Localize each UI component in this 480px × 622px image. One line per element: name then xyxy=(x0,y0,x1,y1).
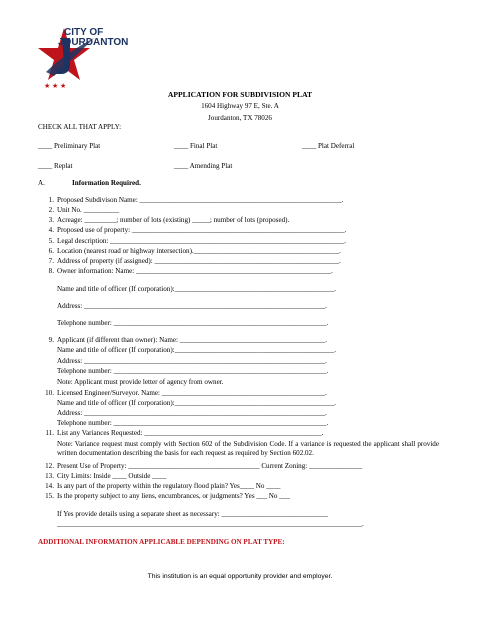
applicant-phone-field[interactable]: Telephone number: ____________________________________________________________. xyxy=(57,367,329,375)
owner-phone-field[interactable]: Telephone number: ____________________________________________________________. xyxy=(57,319,329,327)
location-field[interactable]: Location (nearest road or highway intersection)._________________________________________. xyxy=(57,247,341,255)
city-limits-field[interactable]: City Limits: Inside ____ Outside ____ xyxy=(57,472,167,480)
item-2[interactable] xyxy=(40,206,119,215)
item-number: 15. xyxy=(45,492,54,500)
item-number: 8. xyxy=(48,267,54,275)
if-yes-details-line[interactable]: ______________________________________________________________________________________. xyxy=(57,520,364,528)
item-number: 2. xyxy=(48,206,54,214)
section-title: Information Required. xyxy=(72,179,141,187)
applicant-note: Note: Applicant must provide letter of agency from owner. xyxy=(57,378,224,386)
item-7[interactable] xyxy=(40,257,341,266)
owner-address-field[interactable]: Address: ____________________________________________________________________. xyxy=(57,302,327,310)
item-number: 3. xyxy=(48,216,54,224)
applicant-name-field[interactable]: Applicant (if different than owner): Name: _________________________________________. xyxy=(57,336,327,344)
item-11[interactable] xyxy=(40,429,323,438)
check-all-label: CHECK ALL THAT APPLY: xyxy=(38,123,122,131)
applicant-officer-field[interactable]: Name and title of officer (If corporation):_____________________________________________. xyxy=(57,346,337,354)
subdivision-name-field[interactable]: Proposed Subdivison Name: _________________________________________________________. xyxy=(57,196,344,204)
applicant-address-field[interactable]: Address: ____________________________________________________________________. xyxy=(57,357,327,365)
logo-jourdanton: JOURDANTON xyxy=(58,37,129,48)
additional-info-heading: ADDITIONAL INFORMATION APPLICABLE DEPENDING ON PLAT TYPE: xyxy=(38,538,285,546)
item-number: 1. xyxy=(48,196,54,204)
variances-field[interactable]: List any Variances Requested: __________________________________________________. xyxy=(57,429,324,437)
item-6[interactable] xyxy=(40,247,341,256)
property-address-field[interactable]: Address of property (if assigned): ____________________________________________________. xyxy=(57,257,341,265)
unit-no-field[interactable]: Unit No. __________ xyxy=(57,206,120,214)
item-number: 12. xyxy=(45,462,54,470)
header-address-2: Jourdanton, TX 78026 xyxy=(208,114,272,122)
present-use-zoning-field[interactable]: Present Use of Property: _____________________________________ Current Zoning: _______________ xyxy=(57,462,363,470)
item-number: 7. xyxy=(48,257,54,265)
engineer-phone-field[interactable]: Telephone number: ____________________________________________________________. xyxy=(57,419,329,427)
item-1[interactable] xyxy=(40,196,344,205)
owner-name-field[interactable]: Owner information: Name: _______________________________________________________. xyxy=(57,267,333,275)
variance-note: Note: Variance request must comply with Section 602 of the Subdivision Code. If a variance is requested the applicant shall provide written documentation describing the basis for each request as required by Section 602.02. xyxy=(57,440,439,457)
item-number: 5. xyxy=(48,237,54,245)
item-9[interactable] xyxy=(40,336,327,345)
header-address-1: 1604 Highway 97 E, Ste. A xyxy=(201,102,279,110)
engineer-name-field[interactable]: Licensed Engineer/Surveyor. Name: ______________________________________________. xyxy=(57,389,327,397)
section-letter: A. xyxy=(38,179,45,187)
svg-text:★ ★ ★: ★ ★ ★ xyxy=(44,82,67,90)
owner-officer-field[interactable]: Name and title of officer (If corporation):_____________________________________________. xyxy=(57,285,337,293)
item-4[interactable] xyxy=(40,226,346,235)
item-13[interactable] xyxy=(40,472,166,481)
item-14[interactable] xyxy=(40,482,280,491)
item-12[interactable] xyxy=(40,462,362,471)
footer-statement: This institution is an equal opportunity provider and employer. xyxy=(147,573,333,580)
liens-field[interactable]: Is the property subject to any liens, encumbrances, or judgments? Yes ___ No ___ xyxy=(57,492,290,500)
item-number: 13. xyxy=(45,472,54,480)
item-3[interactable] xyxy=(40,216,289,225)
checkbox-plat-deferral[interactable]: ____ Plat Deferral xyxy=(302,142,355,150)
item-8[interactable] xyxy=(40,267,333,276)
checkbox-preliminary-plat[interactable]: ____ Preliminary Plat xyxy=(38,142,101,150)
flood-plain-field[interactable]: Is any part of the property within the regulatory flood plain? Yes____ No ____ xyxy=(57,482,281,490)
item-number: 10. xyxy=(45,389,54,397)
acreage-field[interactable]: Acreage: _________; number of lots (existing) _____; number of lots (proposed). xyxy=(57,216,290,224)
engineer-officer-field[interactable]: Name and title of officer (If corporation):_____________________________________________. xyxy=(57,399,337,407)
item-number: 14. xyxy=(45,482,54,490)
proposed-use-field[interactable]: Proposed use of property: ____________________________________________________________. xyxy=(57,226,347,234)
logo-city-of: CITY OF xyxy=(64,27,104,38)
item-10[interactable] xyxy=(40,389,327,398)
item-number: 6. xyxy=(48,247,54,255)
engineer-address-field[interactable]: Address: ____________________________________________________________________. xyxy=(57,409,327,417)
item-15[interactable] xyxy=(40,492,290,501)
checkbox-replat[interactable]: ____ Replat xyxy=(38,162,73,170)
legal-description-field[interactable]: Legal description: __________________________________________________________________. xyxy=(57,237,347,245)
checkbox-final-plat[interactable]: ____ Final Plat xyxy=(174,142,218,150)
item-number: 4. xyxy=(48,226,54,234)
checkbox-amending-plat[interactable]: ____ Amending Plat xyxy=(174,162,233,170)
item-number: 9. xyxy=(48,336,54,344)
item-5[interactable] xyxy=(40,237,346,246)
if-yes-details-field[interactable]: If Yes provide details using a separate sheet as necessary: ______________________________ xyxy=(57,510,328,518)
form-title: APPLICATION FOR SUBDIVISION PLAT xyxy=(167,90,313,99)
item-number: 11. xyxy=(45,429,54,437)
